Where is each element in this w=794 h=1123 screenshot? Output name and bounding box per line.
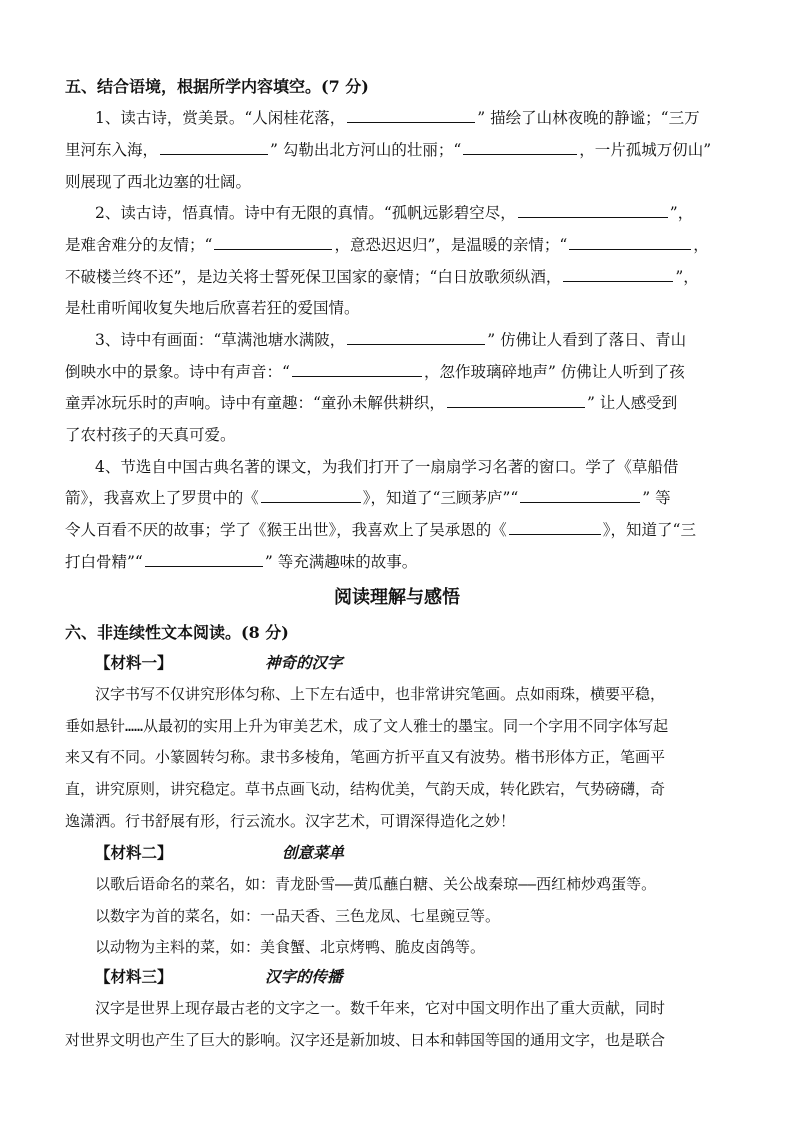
material-3-label: 【材料三】 <box>95 967 173 986</box>
q3-line-2 <box>65 361 685 383</box>
text: 不破楼兰终不还”，是边关将士誓死保卫国家的豪情；“白日放歌须纵酒， <box>65 268 562 286</box>
text: 里河东入海， <box>65 141 159 159</box>
q4-line-4 <box>65 551 417 573</box>
fill-blank[interactable] <box>520 487 640 503</box>
q1-line-1 <box>95 107 700 129</box>
fill-blank[interactable] <box>563 266 673 282</box>
text: 》，知道了“三 <box>602 521 696 539</box>
material-2-title: 创意菜单 <box>282 843 345 862</box>
text: 倒映水中的景象。诗中有声音：“ <box>65 363 290 381</box>
reading-section-title: 阅读理解与感悟 <box>334 587 460 608</box>
material-2-line: 以歌后语命名的菜名，如：青龙卧雪——黄瓜蘸白糖、关公战秦琼——西红柿炒鸡蛋等。 <box>95 875 657 893</box>
text: ”， <box>675 268 699 286</box>
fill-blank[interactable] <box>145 551 263 567</box>
text: 箭》，我喜欢上了罗贯中的《 <box>65 489 259 507</box>
q3-line-4: 了农村孩子的天真可爱。 <box>65 426 236 444</box>
q4-line-1: 4、节选自中国古典名著的课文，为我们打开了一扇扇学习名著的窗口。学了《草船借 <box>95 458 679 476</box>
text: 2、读古诗，悟真情。诗中有无限的真情。“孤帆远影碧空尽， <box>95 204 516 222</box>
text: ” 仿佛让人看到了落日、青山 <box>487 331 687 349</box>
material-1-line: 垂如悬针……从最初的实用上升为审美艺术，成了文人雅士的墨宝。同一个字用不同字体写起 <box>65 717 669 735</box>
text: ，忽作玻璃碎地声” 仿佛让人听到了孩 <box>423 363 685 381</box>
q4-line-3 <box>65 519 696 541</box>
q2-line-2 <box>65 234 709 256</box>
material-2-line: 以动物为主料的菜，如：美食蟹、北京烤鸭、脆皮卤鸽等。 <box>95 938 486 956</box>
text: ” 让人感受到 <box>586 394 678 412</box>
fill-blank[interactable] <box>347 107 475 123</box>
text: 3、诗中有画面：“草满池塘水满陂， <box>95 331 346 349</box>
fill-blank[interactable] <box>447 392 585 408</box>
q1-line-2 <box>65 139 711 161</box>
q2-line-4: 是杜甫听闻收复失地后欣喜若狂的爱国情。 <box>65 299 360 317</box>
text: 令人百看不厌的故事；学了《猴王出世》，我喜欢上了吴承恩的《 <box>65 521 507 539</box>
text: ， <box>693 236 709 254</box>
fill-blank[interactable] <box>463 139 577 155</box>
q3-line-3 <box>65 392 677 414</box>
material-2-line: 以数字为首的菜名，如：一品天香、三色龙凤、七星豌豆等。 <box>95 907 501 925</box>
fill-blank[interactable] <box>214 234 332 250</box>
fill-blank[interactable] <box>569 234 691 250</box>
text: ” 勾勒出北方河山的壮丽；“ <box>270 141 462 159</box>
fill-blank[interactable] <box>160 139 268 155</box>
material-1-line: 逸潇洒。行书舒展有形，行云流水。汉字艺术，可谓深得造化之妙！ <box>65 812 516 830</box>
text: ” 描绘了山林夜晚的静谧；“三万 <box>477 109 700 127</box>
text: ” 等 <box>642 489 671 507</box>
material-1-title: 神奇的汉字 <box>265 653 343 672</box>
material-2-label: 【材料二】 <box>95 843 173 862</box>
text: 童弄冰玩乐时的声响。诗中有童趣：“童孙未解供耕织， <box>65 394 445 412</box>
fill-blank[interactable] <box>261 487 361 503</box>
q4-line-2 <box>65 487 671 509</box>
material-1-line: 直，讲究原则，讲究稳定。草书点画飞动，结构优美，气韵天成，转化跌宕，气势磅礴，奇 <box>65 780 666 798</box>
text: 打白骨精”“ <box>65 553 143 571</box>
text: ，意恐迟迟归”，是温暖的亲情；“ <box>334 236 568 254</box>
q2-line-1 <box>95 202 693 224</box>
material-1-label: 【材料一】 <box>95 653 173 672</box>
material-1-line: 来又有不同。小篆圆转匀称。隶书多棱角，笔画方折平直又有波势。楷书形体方正，笔画平 <box>65 748 666 766</box>
text: 1、读古诗，赏美景。“人闲桂花落， <box>95 109 346 127</box>
q3-line-1 <box>95 329 686 351</box>
text: 》，知道了“三顾茅庐”“ <box>362 489 519 507</box>
q1-line-3: 则展现了西北边塞的壮阔。 <box>65 173 252 191</box>
material-3-line: 对世界文明也产生了巨大的影响。汉字还是新加坡、日本和韩国等国的通用文字，也是联合 <box>65 1031 666 1049</box>
material-1-line: 汉字书写不仅讲究形体匀称、上下左右适中，也非常讲究笔画。点如雨珠，横要平稳， <box>95 685 666 703</box>
section-5-heading: 五、结合语境，根据所学内容填空。(7 分) <box>65 77 369 96</box>
fill-blank[interactable] <box>347 329 485 345</box>
text: ” 等充满趣味的故事。 <box>264 553 418 571</box>
text: ”， <box>669 204 694 222</box>
material-3-line: 汉字是世界上现存最古老的文字之一。数千年来，它对中国文明作出了重大贡献，同时 <box>95 999 666 1017</box>
section-6-heading: 六、非连续性文本阅读。(8 分) <box>65 623 289 642</box>
fill-blank[interactable] <box>509 519 601 535</box>
q2-line-3 <box>65 266 699 288</box>
text: 是难舍难分的友情；“ <box>65 236 213 254</box>
fill-blank[interactable] <box>292 361 422 377</box>
fill-blank[interactable] <box>518 202 668 218</box>
material-3-title: 汉字的传播 <box>265 967 343 986</box>
text: ，一片孤城万仞山” <box>579 141 712 159</box>
